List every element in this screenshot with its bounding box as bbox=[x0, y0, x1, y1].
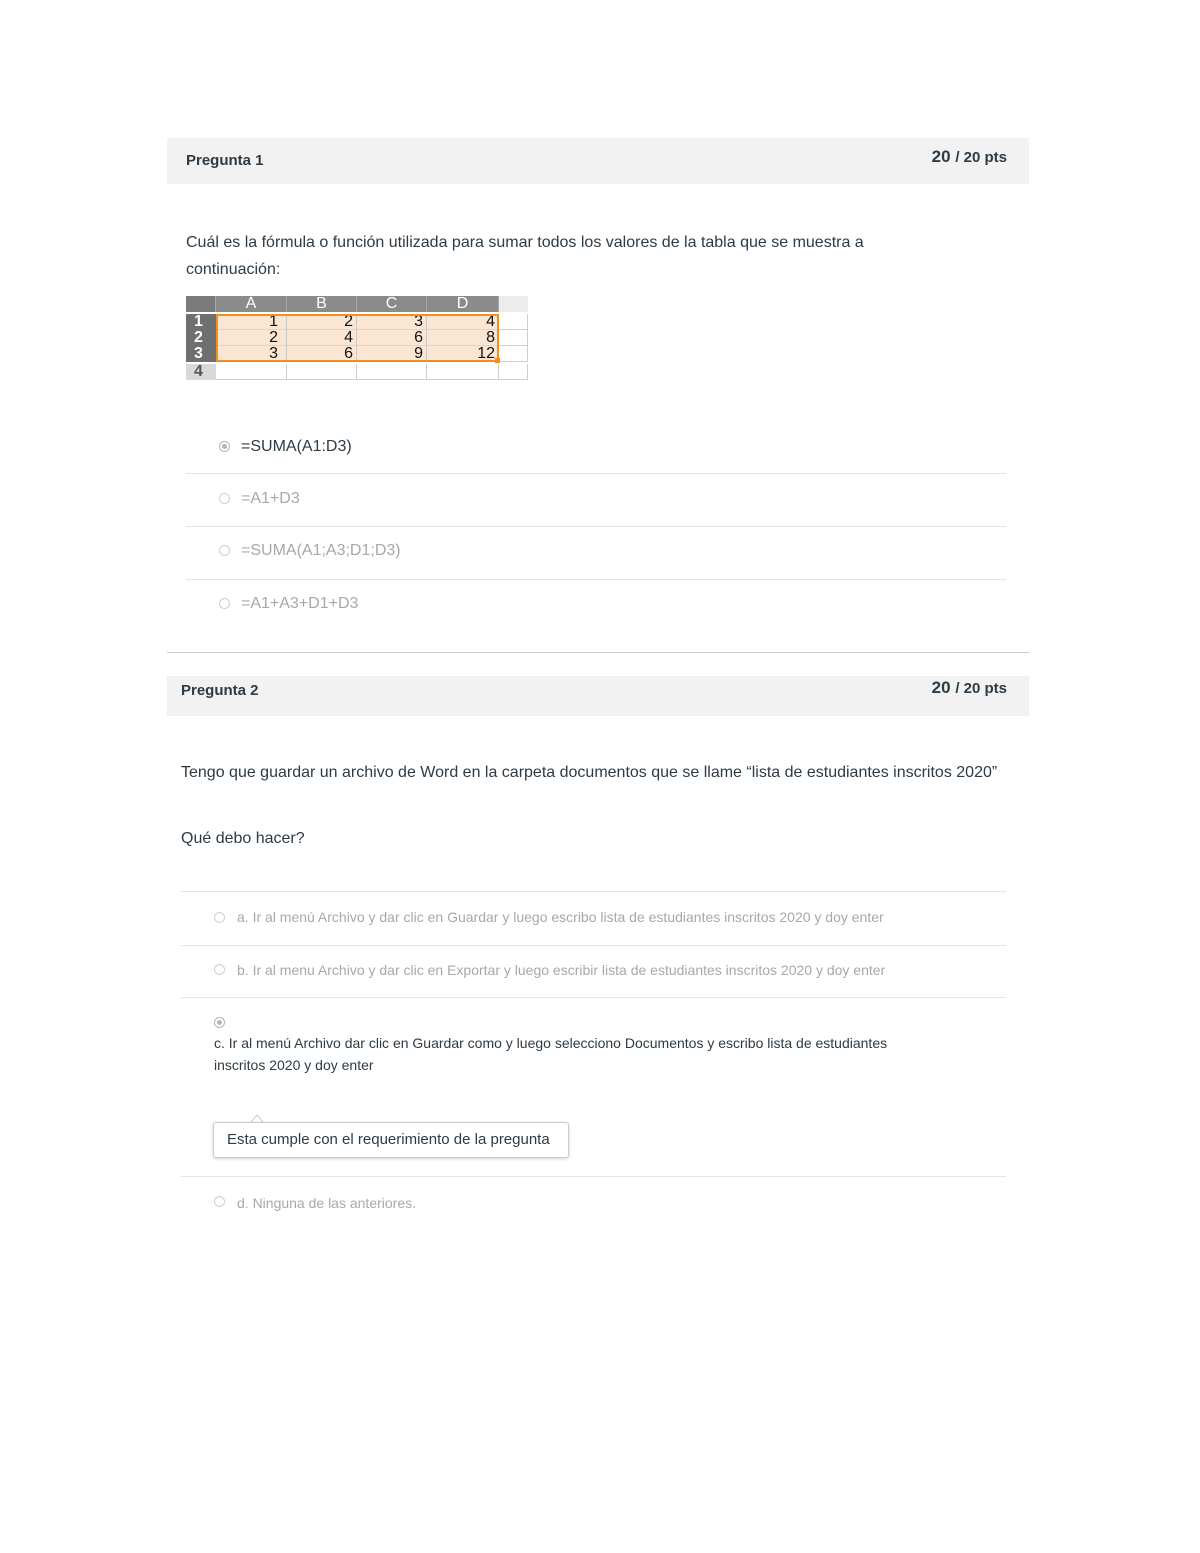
question-1-score-suffix: / 20 pts bbox=[955, 149, 1007, 166]
answer-option[interactable] bbox=[186, 588, 1006, 628]
answer-label-line-1: c. Ir al menú Archivo dar clic en Guardar como y luego selecciono Documentos y escribo lista de estudiantes bbox=[214, 1035, 888, 1051]
sheet-row-header: 2 bbox=[186, 330, 216, 346]
question-2-subtext: Qué debo hacer? bbox=[181, 830, 305, 847]
question-1-score-value: 20 bbox=[931, 147, 951, 166]
answer-option[interactable] bbox=[181, 954, 1006, 994]
sheet-cell bbox=[427, 364, 499, 380]
question-1-score bbox=[932, 147, 1007, 167]
sheet-row bbox=[186, 346, 528, 362]
question-1-text: Cuál es la fórmula o función utilizada para sumar todos los valores de la tabla que se muestra a continuación: bbox=[186, 234, 864, 278]
answer-divider bbox=[181, 997, 1006, 998]
sheet-cell-empty bbox=[499, 330, 528, 346]
radio-icon[interactable] bbox=[214, 1196, 225, 1207]
sheet-cell: 1 bbox=[216, 314, 287, 330]
sheet-cell bbox=[287, 364, 357, 380]
question-2-text: Tengo que guardar un archivo de Word en la carpeta documentos que se llame “lista de estudiantes inscritos 2020” bbox=[181, 764, 998, 781]
answer-option[interactable] bbox=[181, 1186, 1006, 1218]
sheet-column-header-blank bbox=[499, 296, 528, 312]
sheet-cell: 2 bbox=[216, 330, 287, 346]
sheet-column-header: C bbox=[357, 296, 427, 312]
sheet-column-header-row bbox=[186, 296, 528, 312]
radio-icon[interactable] bbox=[219, 493, 230, 504]
answer-label-line-2: inscritos 2020 y doy enter bbox=[214, 1057, 374, 1073]
answer-option[interactable] bbox=[181, 900, 1006, 940]
answer-label: a. Ir al menú Archivo y dar clic en Guardar y luego escribo lista de estudiantes inscritos 2020 y doy enter bbox=[237, 909, 884, 925]
sheet-row bbox=[186, 364, 528, 380]
answer-label: d. Ninguna de las anteriores. bbox=[237, 1195, 416, 1211]
question-1-header bbox=[167, 138, 1029, 184]
answer-option[interactable] bbox=[181, 1010, 1006, 1076]
sheet-cell: 8 bbox=[427, 330, 499, 346]
sheet-cell: 2 bbox=[287, 314, 357, 330]
sheet-row bbox=[186, 314, 528, 330]
answer-label: b. Ir al menu Archivo y dar clic en Exportar y luego escribir lista de estudiantes inscritos 2020 y doy enter bbox=[237, 962, 886, 978]
answer-label: =A1+A3+D1+D3 bbox=[241, 595, 359, 612]
radio-selected-icon[interactable] bbox=[219, 441, 230, 452]
sheet-row-header: 1 bbox=[186, 314, 216, 330]
answer-divider bbox=[186, 579, 1006, 580]
answer-label: =A1+D3 bbox=[241, 490, 300, 507]
radio-icon[interactable] bbox=[214, 912, 225, 923]
sheet-cell: 9 bbox=[357, 346, 427, 362]
question-2-header bbox=[167, 676, 1029, 716]
answer-option[interactable] bbox=[186, 430, 1006, 470]
answer-option[interactable] bbox=[186, 535, 1006, 575]
sheet-corner bbox=[186, 296, 216, 312]
sheet-column-header: D bbox=[427, 296, 499, 312]
sheet-cell-empty bbox=[499, 364, 528, 380]
question-1-title: Pregunta 1 bbox=[186, 152, 264, 169]
radio-icon[interactable] bbox=[219, 545, 230, 556]
sheet-cell: 4 bbox=[287, 330, 357, 346]
question-2-score bbox=[932, 678, 1007, 698]
answer-label: =SUMA(A1;A3;D1;D3) bbox=[241, 542, 401, 559]
sheet-cell: 6 bbox=[287, 346, 357, 362]
sheet-cell: 3 bbox=[216, 346, 287, 362]
question-2-score-value: 20 bbox=[931, 678, 951, 697]
answer-divider bbox=[186, 473, 1006, 474]
sheet-column-header: A bbox=[216, 296, 287, 312]
answer-option[interactable] bbox=[186, 483, 1006, 523]
spreadsheet-image bbox=[186, 296, 528, 382]
question-2-title: Pregunta 2 bbox=[181, 682, 259, 699]
sheet-cell: 4 bbox=[427, 314, 499, 330]
sheet-cell-empty bbox=[499, 314, 528, 330]
sheet-row bbox=[186, 330, 528, 346]
sheet-row-header: 3 bbox=[186, 346, 216, 362]
sheet-cell: 3 bbox=[357, 314, 427, 330]
answer-label: =SUMA(A1:D3) bbox=[241, 438, 352, 455]
question-separator bbox=[167, 652, 1029, 653]
sheet-column-header: B bbox=[287, 296, 357, 312]
sheet-cell: 6 bbox=[357, 330, 427, 346]
sheet-row-header: 4 bbox=[186, 364, 216, 380]
answer-divider bbox=[186, 526, 1006, 527]
sheet-fill-handle bbox=[495, 358, 500, 363]
sheet-cell bbox=[216, 364, 287, 380]
radio-selected-icon[interactable] bbox=[214, 1017, 225, 1028]
answer-feedback-tooltip: Esta cumple con el requerimiento de la pregunta bbox=[213, 1122, 569, 1158]
radio-icon[interactable] bbox=[219, 598, 230, 609]
sheet-cell bbox=[357, 364, 427, 380]
question-2-score-suffix: / 20 pts bbox=[955, 680, 1007, 697]
answer-divider bbox=[181, 1176, 1006, 1177]
radio-icon[interactable] bbox=[214, 964, 225, 975]
answer-divider bbox=[181, 945, 1006, 946]
sheet-cell: 12 bbox=[427, 346, 499, 362]
sheet-cell-empty bbox=[499, 346, 528, 362]
answer-divider bbox=[181, 891, 1006, 892]
